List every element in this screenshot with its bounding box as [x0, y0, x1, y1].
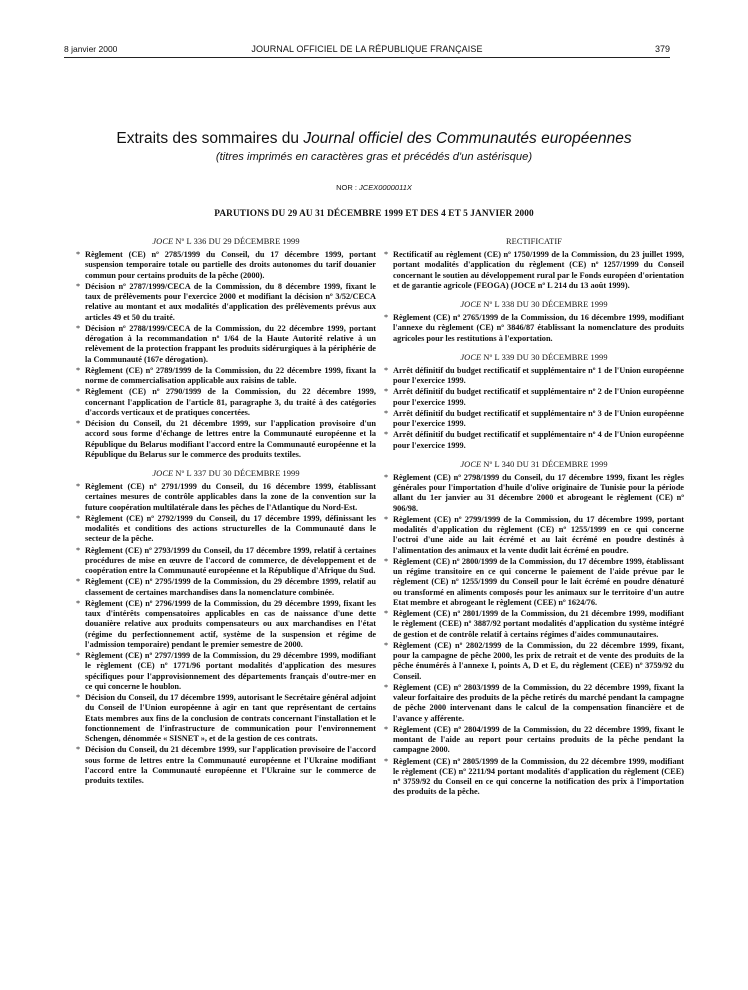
- asterisk-icon: *: [76, 577, 81, 587]
- item-text: Règlement (CE) nº 2803/1999 de la Commission, du 22 décembre 1999, fixant la valeur forfaitaire des produits de la pêche retirés du marché pendant la campagne de pêche 2000 intervenant dans le calcul de la compensation financière et de l'avance y afférente.: [393, 682, 684, 723]
- item-text: Règlement (CE) nº 2792/1999 du Conseil, du 17 décembre 1999, définissant les modalités et conditions des actions structurelles de la Communauté dans le secteur de la pêche.: [85, 513, 376, 544]
- asterisk-icon: *: [384, 756, 389, 766]
- list-item: [76, 387, 376, 418]
- section-heading-l339: [384, 352, 684, 363]
- item-text: Arrêt définitif du budget rectificatif et supplémentaire nº 1 de l'Union européenne pour l'exercice 1999.: [393, 365, 684, 385]
- asterisk-icon: *: [76, 250, 81, 259]
- asterisk-icon: *: [384, 408, 389, 418]
- page-title: [64, 130, 684, 148]
- list-item: [384, 366, 684, 387]
- joce-label: JOCE: [460, 459, 482, 469]
- list-item: [384, 757, 684, 798]
- nor-reference: [64, 183, 684, 193]
- item-text: Règlement (CE) nº 2785/1999 du Conseil, du 17 décembre 1999, portant suspension temporaire totale ou partielle des droits autonomes du tarif douanier commun pour certains produits de la pêche (2000).: [85, 250, 376, 280]
- list-item: [76, 419, 376, 460]
- joce-label: JOCE: [152, 469, 174, 478]
- item-list-rectificatif: [384, 250, 684, 291]
- item-text: Règlement (CE) nº 2802/1999 de la Commission, du 22 décembre 1999, fixant, pour la campagne de pêche 2000, les prix de retrait et de vente des produits de la pêche énumérés à l'annexe I, points A, D et E, du règlement (CEE) nº 3759/92 du Conseil.: [393, 640, 684, 681]
- section-heading-rectificatif: RECTIFICATIF: [505, 237, 563, 246]
- section-heading-l337: [76, 468, 376, 479]
- item-list-l337: [76, 482, 376, 786]
- page-number: 379: [654, 44, 670, 54]
- item-text: Décision nº 2787/1999/CECA de la Commission, du 8 décembre 1999, fixant le taux de prélèvements pour l'exercice 2000 et modifiant la décision nº 3/52/CECA relative au montant et aux modalités d'application des prélèvements prévus aux articles 49 et 50 du traité.: [85, 281, 376, 322]
- item-text: Règlement (CE) nº 2801/1999 de la Commission, du 21 décembre 1999, modifiant le règlement (CEE) nº 3887/92 portant modalités d'application du système intégré de gestion et de contrôle relatif à certains régimes d'aides communautaires.: [393, 609, 684, 639]
- item-text: Règlement (CE) nº 2790/1999 de la Commission, du 22 décembre 1999, concernant l'application de l'article 81, paragraphe 3, du traité à des catégories d'accords verticaux et de pratiques concertées.: [85, 387, 376, 417]
- list-item: [76, 366, 376, 387]
- list-item: [384, 609, 684, 640]
- item-list-l338: [384, 313, 684, 344]
- item-text: Règlement (CE) nº 2799/1999 de la Commission, du 17 décembre 1999, portant modalités d'application du règlement (CE) nº 1255/1999 en ce qui concerne l'octroi d'une aide au lait écrémé et au lait écrémé en poudre destinés à l'alimentation des animaux et la vente dudit lait écrémé en poudre.: [393, 514, 684, 555]
- section-title: Nº L 339 DU 30 DÉCEMBRE 1999: [481, 352, 608, 362]
- asterisk-icon: *: [384, 472, 389, 482]
- asterisk-icon: *: [384, 556, 389, 566]
- item-text: Règlement (CE) nº 2795/1999 de la Commission, du 29 décembre 1999, relatif au classement de certaines marchandises dans la nomenclature combinée.: [85, 577, 376, 597]
- item-text: Règlement (CE) nº 2789/1999 de la Commission, du 22 décembre 1999, fixant la norme de commercialisation applicable aux raisins de table.: [85, 365, 376, 385]
- list-item: [384, 683, 684, 724]
- item-text: Règlement (CE) nº 2800/1999 de la Commission, du 17 décembre 1999, établissant un régime transitoire en ce qui concerne le paiement de l'aide prévue par le règlement (CE) nº 1255/1999 du Conseil pour le lait écrémé en poudre dénaturé ou transformé en aliments composés pour les animaux sur le territoire d'un autre Etat membre et abrogeant le règlement (CEE) nº 1624/76.: [393, 556, 684, 607]
- item-list-l336: [76, 250, 376, 460]
- section-title: Nº L 340 DU 31 DÉCEMBRE 1999: [481, 459, 608, 469]
- asterisk-icon: *: [384, 640, 389, 650]
- left-column: [76, 236, 376, 787]
- asterisk-icon: *: [76, 281, 81, 291]
- list-item: [384, 409, 684, 430]
- joce-label: JOCE: [460, 352, 482, 362]
- item-text: Règlement (CE) nº 2793/1999 du Conseil, du 17 décembre 1999, relatif à certaines procédures de mise en œuvre de l'accord de commerce, de développement et de coopération entre la Communauté européenne et la République d'Afrique du Sud.: [85, 545, 376, 575]
- parutions-heading: PARUTIONS DU 29 AU 31 DÉCEMBRE 1999 ET DES 4 ET 5 JANVIER 2000: [214, 209, 534, 219]
- joce-label: JOCE: [460, 300, 482, 309]
- asterisk-icon: *: [76, 365, 81, 375]
- asterisk-icon: *: [76, 513, 81, 523]
- running-header: [64, 44, 670, 58]
- list-item: [384, 557, 684, 608]
- section-heading-l336: [76, 236, 376, 247]
- section-heading-l338: [384, 299, 684, 310]
- right-column: [384, 236, 684, 799]
- section-heading-l340: [384, 459, 684, 470]
- asterisk-icon: *: [76, 387, 81, 397]
- asterisk-icon: *: [384, 682, 389, 692]
- nor-label: NOR :: [336, 183, 360, 192]
- asterisk-icon: *: [76, 545, 81, 555]
- item-text: Décision du Conseil, du 21 décembre 1999, sur l'application provisoire d'un accord sous forme d'échange de lettres entre la Communauté européenne et la République du Belarus modifiant l'accord entre la Communauté européenne et la République du Belarus sur le commerce des produits textiles.: [85, 419, 376, 459]
- header-journal-title: JOURNAL OFFICIEL DE LA RÉPUBLIQUE FRANÇAISE: [251, 44, 483, 54]
- list-item: [76, 482, 376, 513]
- asterisk-icon: *: [76, 745, 81, 755]
- list-item: [76, 651, 376, 692]
- asterisk-icon: *: [76, 693, 81, 702]
- item-text: Règlement (CE) nº 2805/1999 de la Commission, du 22 décembre 1999, modifiant le règlement (CE) nº 2211/94 portant modalités d'application du règlement (CEE) nº 3759/92 du Conseil en ce qui concerne la notification des prix à l'importation des produits de la pêche.: [393, 756, 684, 797]
- asterisk-icon: *: [384, 250, 389, 259]
- list-item: [76, 577, 376, 598]
- item-text: Décision du Conseil, du 17 décembre 1999, autorisant le Secrétaire général adjoint du Conseil de l'Union européenne à agir en tant que représentant de certains Etats membres aux fins de la conclusion de contrats concernant l'installation et le fonctionnement de l'infrastructure de communication pour l'environnement Schengen, dénommée « SISNET », et de la gestion de ces contrats.: [85, 693, 376, 743]
- list-item: [76, 599, 376, 650]
- item-text: Règlement (CE) nº 2798/1999 du Conseil, du 17 décembre 1999, fixant les règles générales pour l'importation d'huile d'olive originaire de Tunisie pour la période allant du 1er janvier au 31 décembre 2000 et abrogeant le règlement (CE) nº 906/98.: [393, 472, 684, 513]
- item-text: Rectificatif au règlement (CE) nº 1750/1999 de la Commission, du 23 juillet 1999, portant modalités d'application du règlement (CE) nº 1257/1999 du Conseil concernant le soutien au développement rural par le Fonds européen d'orientation et de garantie agricole (FEOGA) (JOCE nº L 214 du 13 août 1999).: [393, 250, 685, 290]
- item-text: Décision nº 2788/1999/CECA de la Commission, du 22 décembre 1999, portant dérogation à la recommandation nº 1/64 de la Haute Autorité relative à un relèvement de la protection frappant les produits sidérurgiques à la périphérie de la Communauté (167e dérogation).: [85, 323, 376, 364]
- asterisk-icon: *: [76, 323, 81, 333]
- list-item: [76, 250, 376, 281]
- header-date: 8 janvier 2000: [64, 44, 118, 54]
- joce-label: JOCE: [152, 237, 174, 246]
- asterisk-icon: *: [76, 651, 81, 660]
- asterisk-icon: *: [384, 313, 389, 322]
- item-list-l339: [384, 366, 684, 451]
- item-text: Arrêt définitif du budget rectificatif et supplémentaire nº 3 de l'Union européenne pour l'exercice 1999.: [393, 408, 684, 428]
- item-list-l340: [384, 473, 684, 798]
- asterisk-icon: *: [76, 598, 81, 608]
- nor-code: JCEX0000011X: [359, 183, 412, 192]
- asterisk-icon: *: [76, 482, 81, 491]
- list-item: [76, 324, 376, 365]
- list-item: [76, 546, 376, 577]
- asterisk-icon: *: [384, 365, 389, 375]
- item-text: Règlement (CE) nº 2796/1999 de la Commission, du 29 décembre 1999, fixant les taux d'intérêts compensatoires applicables en cas de naissance d'une dette douanière relative aux produits compensateurs ou aux marchandises en l'état (régime du perfectionnement actif, système de la suspension et régime de l'admission temporaire) pendant le premier semestre de 2000.: [85, 598, 376, 649]
- item-text: Arrêt définitif du budget rectificatif et supplémentaire nº 4 de l'Union européenne pour l'exercice 1999.: [393, 430, 684, 450]
- item-text: Règlement (CE) nº 2765/1999 de la Commission, du 16 décembre 1999, modifiant l'annexe du règlement (CE) nº 3846/87 établissant la nomenclature des produits agricoles pour les restitutions à l'exportation.: [393, 313, 684, 343]
- asterisk-icon: *: [384, 724, 389, 734]
- asterisk-icon: *: [384, 430, 389, 440]
- list-item: [384, 313, 684, 344]
- list-item: [384, 387, 684, 408]
- item-text: Règlement (CE) nº 2791/1999 du Conseil, du 16 décembre 1999, établissant certaines mesures de contrôle applicables dans la zone de la convention sur la future coopération multilatérale dans les pêches de l'Atlantique du Nord-Est.: [85, 482, 376, 512]
- item-text: Arrêt définitif du budget rectificatif et supplémentaire nº 2 de l'Union européenne pour l'exercice 1999.: [393, 387, 684, 407]
- list-item: [76, 514, 376, 545]
- item-text: Règlement (CE) nº 2804/1999 de la Commission, du 22 décembre 1999, fixant le montant de l'aide au report pour certains produits de la pêche pendant la campagne 2000.: [393, 724, 684, 755]
- list-item: [384, 430, 684, 451]
- asterisk-icon: *: [384, 609, 389, 618]
- section-title: Nº L 337 DU 30 DÉCEMBRE 1999: [173, 469, 300, 478]
- header-rule: [64, 57, 670, 58]
- section-title: Nº L 338 DU 30 DÉCEMBRE 1999: [481, 300, 608, 309]
- list-item: [384, 473, 684, 514]
- asterisk-icon: *: [384, 387, 389, 397]
- list-item: [384, 250, 684, 291]
- item-text: Règlement (CE) nº 2797/1999 de la Commission, du 29 décembre 1999, modifiant le règlement (CE) nº 1771/96 portant modalités d'application des mesures spécifiques pour l'approvisionnement des départements français d'outre-mer en ce qui concerne le houblon.: [85, 651, 376, 691]
- asterisk-icon: *: [384, 514, 389, 524]
- list-item: [76, 745, 376, 786]
- page-subtitle: (titres imprimés en caractères gras et précédés d'un astérisque): [215, 151, 533, 163]
- page-title-journal-name: Journal officiel des Communautés européennes: [303, 130, 632, 147]
- list-item: [384, 725, 684, 756]
- list-item: [76, 693, 376, 744]
- list-item: [76, 282, 376, 323]
- list-item: [384, 641, 684, 682]
- section-title: Nº L 336 DU 29 DÉCEMBRE 1999: [173, 237, 300, 246]
- item-text: Décision du Conseil, du 21 décembre 1999, sur l'application provisoire de l'accord sous forme de lettres entre la Communauté européenne et l'Ukraine modifiant l'accord entre la Communauté européenne et l'Ukraine sur le commerce de produits textiles.: [85, 745, 376, 785]
- asterisk-icon: *: [76, 419, 81, 428]
- list-item: [384, 515, 684, 556]
- page-title-part1: Extraits des sommaires du: [116, 130, 304, 147]
